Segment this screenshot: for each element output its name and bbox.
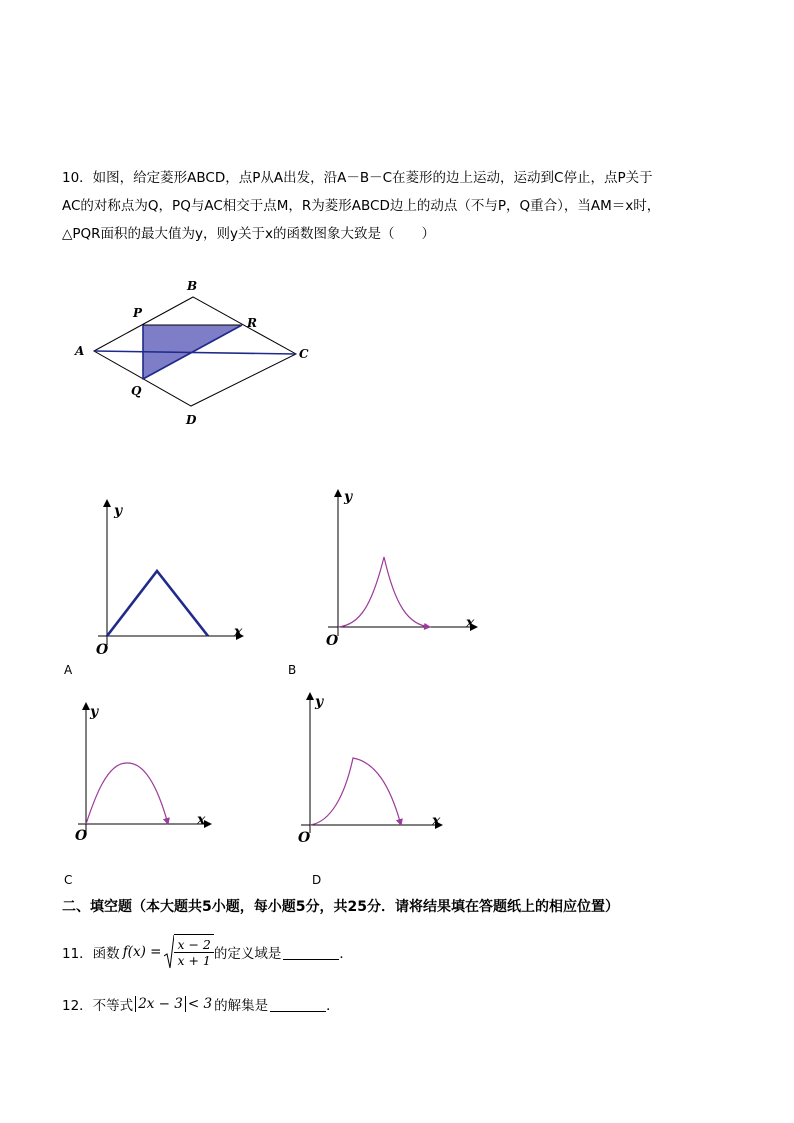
question-12-absolute-value: 2x − 3 — [135, 996, 186, 1012]
graph-c-origin: O — [75, 828, 88, 844]
question-11-numerator: x − 2 — [174, 937, 213, 953]
label-q: Q — [131, 384, 142, 398]
question-11-sqrt — [164, 934, 213, 970]
graph-d-option-label: D — [312, 873, 322, 887]
graph-d — [295, 690, 455, 850]
section-2-heading: 二、填空题（本大题共5小题，每小题5分，共25分．请将结果填在答题纸上的相应位置） — [62, 899, 619, 915]
question-12 — [62, 994, 340, 1014]
label-b: B — [187, 279, 198, 293]
graph-a-y-label: y — [114, 503, 123, 519]
label-r: R — [247, 316, 257, 330]
question-11-prefix: 11．函数 — [62, 946, 120, 962]
graph-b-curve — [338, 557, 430, 627]
graph-d-origin: O — [298, 830, 311, 846]
graph-a-x-label: x — [234, 624, 243, 640]
question-12-end: ． — [326, 998, 340, 1014]
question-12-answer-blank[interactable] — [270, 997, 326, 1012]
label-a: A — [75, 344, 85, 358]
label-d: D — [186, 413, 197, 427]
label-c: C — [299, 347, 309, 361]
question-11-suffix: 的定义域是 — [213, 946, 282, 962]
question-11-fraction — [174, 937, 213, 968]
graph-a-option-label: A — [64, 663, 73, 677]
question-10-line-3: △PQR面积的最大值为y，则y关于x的函数图象大致是（ ） — [62, 226, 435, 242]
question-10-line-2: AC的对称点为Q，PQ与AC相交于点M，R为菱形ABCD边上的动点（不与P，Q重合），当AM＝x时， — [62, 198, 661, 214]
graph-c — [72, 700, 222, 850]
graph-c-curve — [86, 763, 168, 824]
question-11-function: f(x) = — [122, 944, 162, 960]
rhombus-figure — [70, 275, 320, 435]
graph-d-x-label: x — [432, 813, 441, 829]
graph-a — [90, 495, 255, 660]
question-10-line-1: 10．如图，给定菱形ABCD，点P从A出发，沿A－B－C在菱形的边上运动，运动到C停止，点P关于 — [62, 170, 653, 186]
graph-b-origin: O — [326, 633, 339, 649]
graph-d-y-label: y — [315, 694, 324, 710]
graph-a-origin: O — [96, 642, 109, 658]
question-10 — [62, 164, 742, 248]
question-11-answer-blank[interactable] — [283, 945, 339, 960]
sqrt-sign-icon — [164, 934, 174, 970]
question-11-end: ． — [339, 946, 353, 962]
graph-d-curve — [310, 758, 401, 825]
question-11 — [62, 934, 353, 970]
graph-c-x-label: x — [197, 812, 206, 828]
graph-c-option-label: C — [64, 873, 73, 887]
graph-b — [320, 485, 485, 650]
label-p: P — [133, 306, 143, 320]
graph-b-x-label: x — [466, 615, 475, 631]
graph-b-option-label: B — [288, 663, 297, 677]
graph-c-y-label: y — [90, 704, 99, 720]
question-11-denominator: x + 1 — [177, 953, 211, 968]
graph-b-y-label: y — [344, 489, 353, 505]
question-12-prefix: 12．不等式 — [62, 998, 134, 1014]
question-12-suffix: 的解集是 — [214, 998, 269, 1014]
question-12-relation: < 3 — [187, 996, 213, 1012]
graph-a-curve — [107, 571, 208, 636]
